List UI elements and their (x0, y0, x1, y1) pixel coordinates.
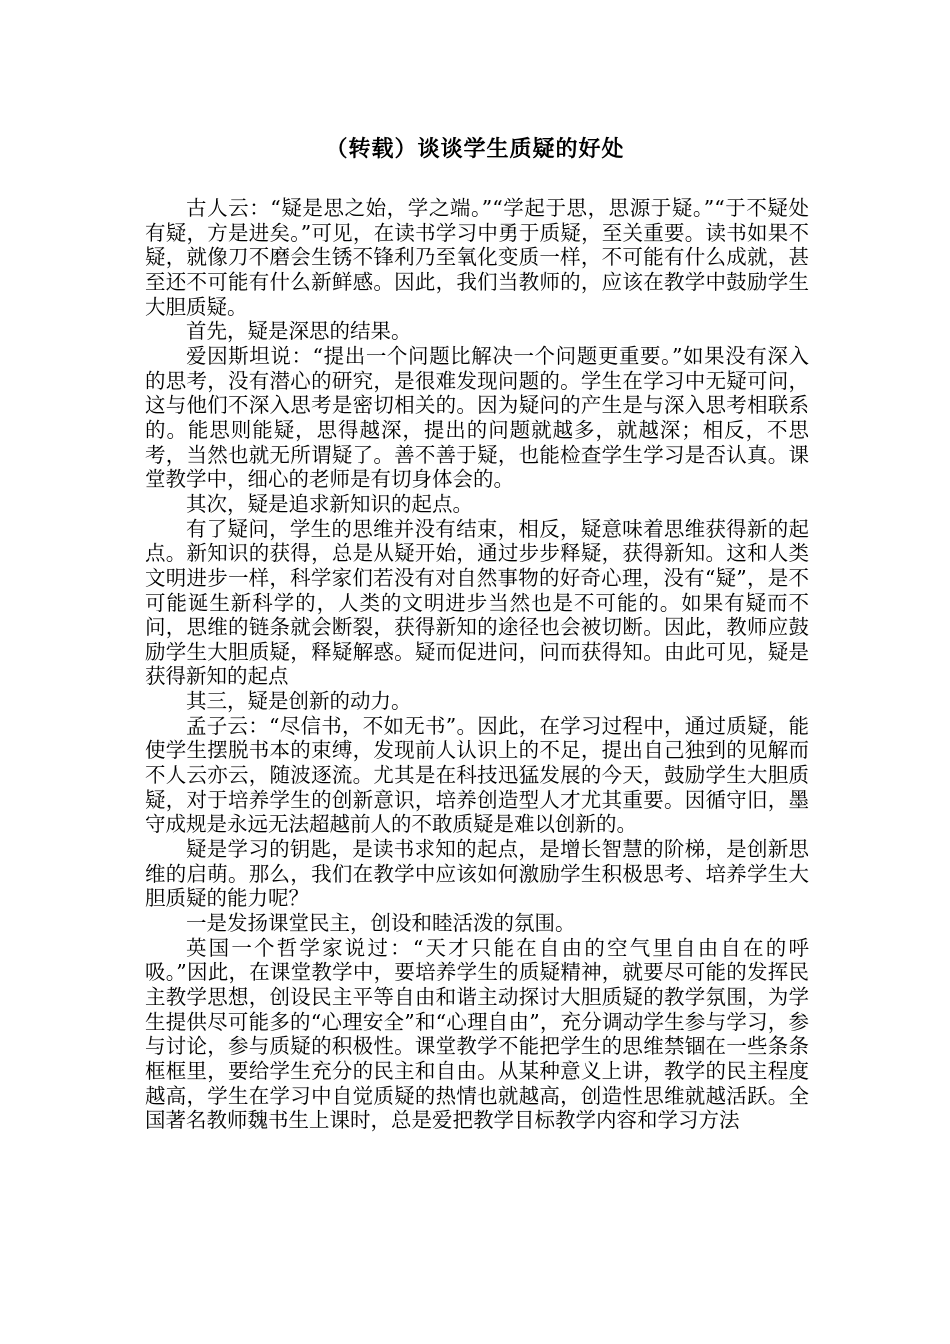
paragraph-point-3-heading: 其三，疑是创新的动力。 (186, 689, 412, 714)
paragraph-einstein: 爱因斯坦说：“提出一个问题比解决一个问题更重要。”如果没有深入的思考，没有潜心的研究，是很难发现问题的。学生在学习中无疑可问，这与他们不深入思考是密切相关的。因为疑问的产生是与深入思考相联系的。能思则能疑，思得越深，提出的问题就越多，就越深；相反，不思考，当然也就无所谓疑了。善不善于疑，也能检查学生学习是否认真。课堂教学中，细心的老师是有切身体会的。 (145, 343, 809, 492)
paragraph-mencius: 孟子云：“尽信书，不如无书”。因此，在学习过程中，通过质疑，能使学生摆脱书本的束缚，发现前人认识上的不足，提出自己独到的见解而不人云亦云，随波逐流。尤其是在科技迅猛发展的今天，鼓励学生大胆质疑，对于培养学生的创新意识，培养创造型人才尤其重要。因循守旧，墨守成规是永远无法超越前人的不敢质疑是难以创新的。 (145, 713, 809, 837)
document-body (145, 196, 809, 1133)
paragraph-philosopher: 英国一个哲学家说过：“天才只能在自由的空气里自由自在的呼吸。”因此，在课堂教学中，要培养学生的质疑精神，就要尽可能的发挥民主教学思想，创设民主平等自由和谐主动探讨大胆质疑的教学氛围，为学生提供尽可能多的“心理安全”和“心理自由”，充分调动学生参与学习，参与讨论，参与质疑的积极性。课堂教学不能把学生的思维禁锢在一些条条框框里，要给学生充分的民主和自由。从某种意义上讲，教学的民主程度越高，学生在学习中自觉质疑的热情也就越高，创造性思维就越活跃。全国著名教师魏书生上课时，总是爱把教学目标教学内容和学习方法 (145, 935, 809, 1133)
paragraph-key-of-learning: 疑是学习的钥匙，是读书求知的起点，是增长智慧的阶梯，是创新思维的启萌。那么，我们在教学中应该如何激励学生积极思考、培养学生大胆质疑的能力呢？ (145, 837, 809, 911)
paragraph-new-knowledge: 有了疑问，学生的思维并没有结束，相反，疑意味着思维获得新的起点。新知识的获得，总是从疑开始，通过步步释疑，获得新知。这和人类文明进步一样，科学家们若没有对自然事物的好奇心理，没有“疑”，是不可能诞生新科学的，人类的文明进步当然也是不可能的。如果有疑而不问，思维的链条就会断裂，获得新知的途径也会被切断。因此，教师应鼓励学生大胆质疑，释疑解惑。疑而促进问，问而获得知。由此可见，疑是获得新知的起点 (145, 516, 809, 689)
paragraph-point-2-heading: 其次，疑是追求新知识的起点。 (186, 491, 473, 516)
document-title: （转载）谈谈学生质疑的好处 (325, 136, 625, 162)
paragraph-intro: 古人云：“疑是思之始，学之端。”“学起于思，思源于疑。”“于不疑处有疑，方是进矣。”可见，在读书学习中勇于质疑，至关重要。读书如果不疑，就像刀不磨会生锈不锋利乃至氧化变质一样，不可能有什么成就，甚至还不可能有什么新鲜感。因此，我们当教师的，应该在教学中鼓励学生大胆质疑。 (145, 196, 809, 319)
paragraph-point-1-heading: 首先，疑是深思的结果。 (186, 319, 412, 344)
paragraph-method-1-heading: 一是发扬课堂民主，创设和睦活泼的氛围。 (186, 911, 576, 936)
